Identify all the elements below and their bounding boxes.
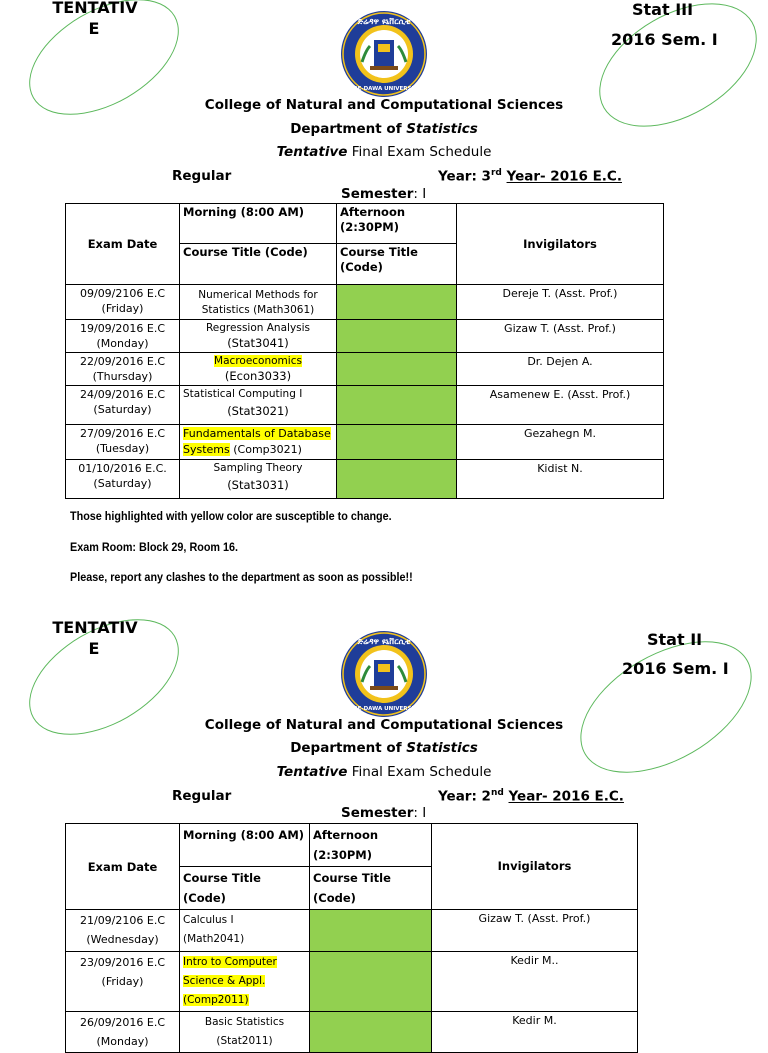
afternoon-cell [310, 910, 432, 952]
course-code: (Econ3033) [224, 369, 292, 383]
table-row [66, 425, 664, 460]
exam-date: 21/09/2106 E.C [79, 914, 166, 927]
dept-italic: Statistics [406, 121, 478, 137]
exam-day: (Monday) [96, 1035, 149, 1048]
exam-day: (Friday) [101, 302, 144, 315]
course-title: Basic Statistics [204, 1016, 285, 1028]
svg-text:ድሬዳዋ ዩኒቨርሲቲ: ድሬዳዋ ዩኒቨርሲቲ [357, 17, 411, 26]
course-cell [180, 425, 337, 460]
table-row [66, 353, 664, 386]
exam-day: (Wednesday) [86, 933, 159, 946]
semester-value: : I [413, 805, 427, 821]
year-label [438, 788, 624, 805]
svg-text:ድሬዳዋ ዩኒቨርሲቲ: ድሬዳዋ ዩኒቨርሲቲ [357, 637, 411, 646]
course-cell: Numerical Methods for Statistics (Math3061) [180, 285, 337, 320]
svg-text:DIRE-DAWA UNIVERSITY: DIRE-DAWA UNIVERSITY [346, 86, 422, 92]
afternoon-cell [337, 353, 457, 386]
exam-day: (Saturday) [93, 477, 152, 490]
invigilator-cell: Gizaw T. (Asst. Prof.) [432, 910, 638, 952]
exam-date: 19/09/2016 E.C [79, 322, 166, 335]
afternoon-cell [337, 386, 457, 425]
year-sup: nd [490, 788, 504, 798]
tentative-stamp [40, 617, 150, 659]
header-morning: Morning (8:00 AM) [180, 824, 310, 867]
table-row [66, 320, 664, 353]
exam-date: 01/10/2016 E.C. [78, 462, 167, 475]
header-afternoon: Afternoon (2:30PM) [337, 204, 457, 244]
header-exam-date: Exam Date [66, 204, 180, 285]
table-row [66, 386, 664, 425]
exam-day: (Tuesday) [95, 442, 150, 455]
semester-label [341, 805, 426, 821]
table-row [66, 910, 638, 952]
invigilator-cell: Dereje T. (Asst. Prof.) [457, 285, 664, 320]
course-cell [180, 910, 310, 952]
course-cell [180, 460, 337, 499]
exam-date-cell [66, 425, 180, 460]
note-exam-room: Exam Room: Block 29, Room 16. [70, 540, 239, 554]
schedule-tentative: Tentative [276, 144, 348, 160]
course-title: Fundamentals of Database Systems [183, 427, 331, 456]
schedule-rest: Final Exam Schedule [347, 144, 492, 160]
exam-date-cell [66, 285, 180, 320]
course-cell [180, 353, 337, 386]
invigilator-cell: Gizaw T. (Asst. Prof.) [457, 320, 664, 353]
afternoon-cell [337, 320, 457, 353]
schedule-title [0, 764, 768, 780]
college-name: College of Natural and Computational Sciences [204, 97, 564, 113]
course-cell [180, 386, 337, 425]
program-label: Regular [172, 168, 232, 184]
exam-date-cell [66, 320, 180, 353]
course-cell [180, 1012, 310, 1053]
exam-date-cell [66, 386, 180, 425]
schedule-title [0, 144, 768, 160]
stat-title: Stat II [647, 630, 703, 649]
exam-date-cell [66, 353, 180, 386]
exam-date: 23/09/2016 E.C [79, 956, 166, 969]
course-title: Macroeconomics [214, 355, 302, 367]
table-row [66, 952, 638, 1012]
stat-semester: 2016 Sem. I [622, 659, 729, 678]
afternoon-cell [337, 285, 457, 320]
exam-date-cell [66, 952, 180, 1012]
note-highlight: Those highlighted with yellow color are susceptible to change. [70, 509, 392, 523]
stamp-line-2: E [88, 639, 100, 658]
exam-date: 09/09/2106 E.C [79, 287, 166, 300]
schedule-rest: Final Exam Schedule [347, 764, 492, 780]
dept-prefix: Department of [290, 740, 407, 756]
invigilator-cell: Asamenew E. (Asst. Prof.) [457, 386, 664, 425]
header-exam-date: Exam Date [66, 824, 180, 910]
college-name: College of Natural and Computational Sciences [204, 717, 564, 733]
course-cell [180, 952, 310, 1012]
stamp-line-1: TENTATIV [52, 0, 138, 17]
year-label [438, 168, 622, 185]
exam-date: 27/09/2016 E.C [79, 427, 166, 440]
department-name [0, 121, 768, 137]
tentative-stamp [40, 0, 150, 39]
dept-prefix: Department of [290, 121, 407, 137]
course-title: Calculus I [183, 914, 234, 926]
course-title: Regression Analysis [205, 322, 311, 334]
afternoon-cell [337, 425, 457, 460]
afternoon-cell [310, 1012, 432, 1053]
header-course-title-morning: Course Title (Code) [180, 244, 337, 285]
semester-label [341, 186, 426, 202]
exam-day: (Monday) [96, 337, 149, 350]
invigilator-cell: Gezahegn M. [457, 425, 664, 460]
course-title: Sampling Theory [213, 462, 303, 474]
course-code: (Stat2011) [216, 1035, 273, 1047]
course-code: (Stat3031) [227, 478, 289, 492]
exam-date-cell [66, 1012, 180, 1053]
header-morning: Morning (8:00 AM) [180, 204, 337, 244]
exam-day: (Thursday) [92, 370, 153, 383]
semester-value: : I [413, 186, 427, 202]
table-row [66, 1012, 638, 1053]
exam-schedule-table [65, 203, 664, 499]
course-code: (Comp3021) [233, 443, 302, 456]
university-logo [340, 630, 428, 718]
header-invigilators: Invigilators [457, 204, 664, 285]
exam-day: (Saturday) [93, 403, 152, 416]
course-code: (Stat3021) [227, 404, 289, 418]
header-afternoon: Afternoon (2:30PM) [310, 824, 432, 867]
exam-date-cell [66, 460, 180, 499]
course-cell [180, 320, 337, 353]
stamp-line-2: E [88, 19, 100, 38]
afternoon-cell [310, 952, 432, 1012]
year-rest: Year- 2016 E.C. [506, 168, 622, 185]
stat-title: Stat III [632, 0, 694, 19]
exam-date: 22/09/2016 E.C [79, 355, 166, 368]
course-title: Statistical Computing I [183, 388, 303, 400]
exam-day: (Friday) [101, 975, 144, 988]
year-sup: rd [490, 168, 502, 178]
exam-date: 26/09/2016 E.C [79, 1016, 166, 1029]
year-rest: Year- 2016 E.C. [508, 788, 624, 805]
afternoon-cell [337, 460, 457, 499]
year-prefix: Year: 3 [438, 168, 491, 185]
department-name [0, 740, 768, 756]
stamp-line-1: TENTATIV [52, 618, 138, 637]
university-logo [340, 10, 428, 98]
schedule-tentative: Tentative [276, 764, 348, 780]
exam-date-cell [66, 910, 180, 952]
header-course-title-afternoon: Course Title (Code) [337, 244, 457, 285]
exam-schedule-table [65, 823, 638, 1053]
program-label: Regular [172, 788, 232, 804]
invigilator-cell: Dr. Dejen A. [457, 353, 664, 386]
semester-word: Semester [341, 186, 414, 202]
course-code: (Math2041) [183, 933, 245, 945]
header-invigilators: Invigilators [432, 824, 638, 910]
header-course-title-morning: Course Title (Code) [180, 867, 310, 910]
year-prefix: Year: 2 [438, 788, 491, 805]
semester-word: Semester [341, 805, 414, 821]
table-row [66, 285, 664, 320]
invigilator-cell: Kedir M. [432, 1012, 638, 1053]
course-title: Intro to Computer Science & Appl. (Comp2011) [183, 956, 277, 1006]
note-clashes: Please, report any clashes to the department as soon as possible!! [70, 570, 413, 584]
exam-date: 24/09/2016 E.C [79, 388, 166, 401]
course-code: (Stat3041) [227, 336, 289, 350]
dept-italic: Statistics [406, 740, 478, 756]
header-course-title-afternoon: Course Title (Code) [310, 867, 432, 910]
svg-text:DIRE-DAWA UNIVERSITY: DIRE-DAWA UNIVERSITY [346, 706, 422, 712]
invigilator-cell: Kedir M.. [432, 952, 638, 1012]
table-row [66, 460, 664, 499]
stat-semester: 2016 Sem. I [611, 30, 718, 49]
invigilator-cell: Kidist N. [457, 460, 664, 499]
